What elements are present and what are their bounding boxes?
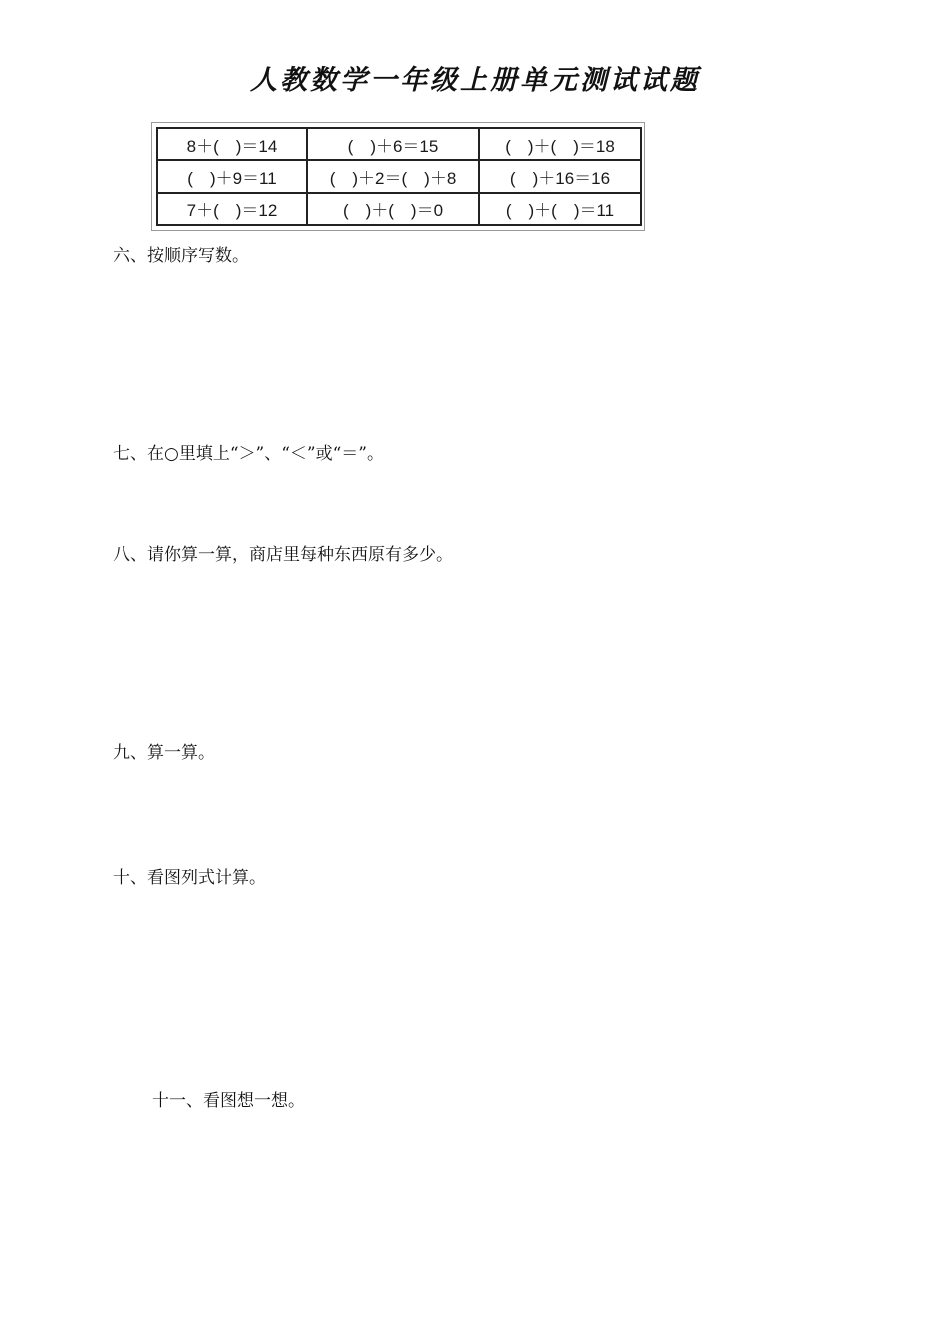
equation-cell: ( )＋( )＝11 xyxy=(479,193,641,225)
equation-cell: ( )＋2＝( )＋8 xyxy=(307,160,479,192)
equation-cell: ( )＋6＝15 xyxy=(307,128,479,160)
equation-table xyxy=(156,127,642,226)
table-row xyxy=(157,160,641,192)
equation-cell: ( )＋16＝16 xyxy=(479,160,641,192)
question-11-heading: 十一、看图想一想。 xyxy=(152,1091,305,1111)
question-6-heading: 六、按顺序写数。 xyxy=(113,246,249,266)
table-row xyxy=(157,128,641,160)
question-9-heading: 九、算一算。 xyxy=(113,743,215,763)
equation-cell: 7＋( )＝12 xyxy=(157,193,307,225)
equation-cell: ( )＋( )＝0 xyxy=(307,193,479,225)
question-7-heading: 七、在○里填上“＞”、“＜”或“＝”。 xyxy=(113,444,384,464)
question-8-heading: 八、请你算一算，商店里每种东西原有多少。 xyxy=(113,545,453,565)
equation-table-frame xyxy=(151,122,645,231)
table-row xyxy=(157,193,641,225)
equation-cell: 8＋( )＝14 xyxy=(157,128,307,160)
page-title: 人教数学一年级上册单元测试试题 xyxy=(250,65,700,96)
equation-cell: ( )＋( )＝18 xyxy=(479,128,641,160)
equation-cell: ( )＋9＝11 xyxy=(157,160,307,192)
question-10-heading: 十、看图列式计算。 xyxy=(113,868,266,888)
